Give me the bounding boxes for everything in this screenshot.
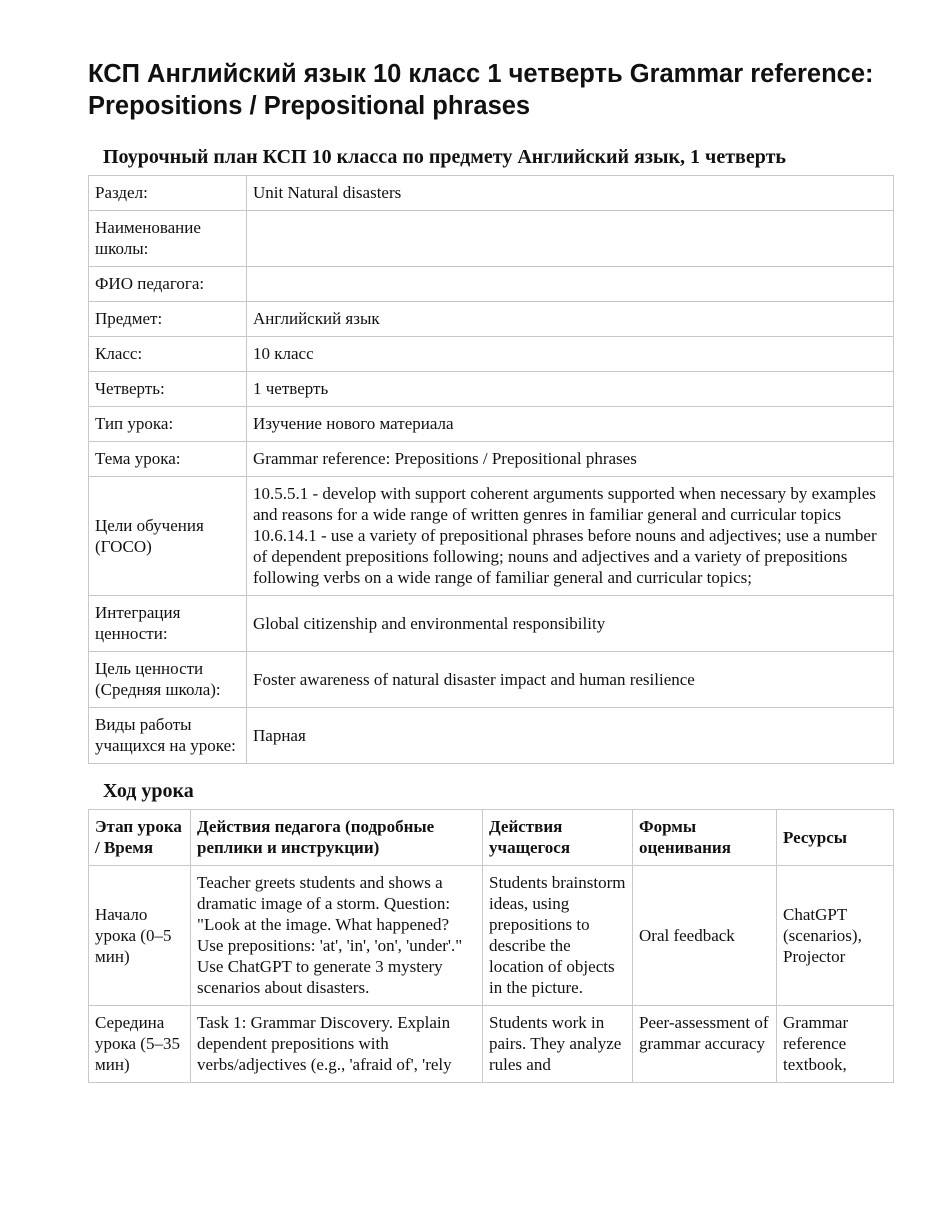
info-value: Английский язык <box>247 302 894 337</box>
info-row-subject <box>89 302 894 337</box>
info-label: Четверть: <box>89 372 247 407</box>
info-label: Предмет: <box>89 302 247 337</box>
info-row-teacher <box>89 267 894 302</box>
cell-teacher-actions: Teacher greets students and shows a dramatic image of a storm. Question: "Look at the image. What happened? Use prepositions: 'at', 'in', 'on', 'under'." Use ChatGPT to generate 3 mystery scenarios about disasters. <box>191 866 483 1006</box>
lesson-row-start <box>89 866 894 1006</box>
info-value: Global citizenship and environmental responsibility <box>247 596 894 652</box>
info-value: Парная <box>247 708 894 764</box>
info-row-values-goal <box>89 652 894 708</box>
info-row-values-integration <box>89 596 894 652</box>
cell-teacher-actions: Task 1: Grammar Discovery. Explain dependent prepositions with verbs/adjectives (e.g., 'afraid of', 'rely <box>191 1006 483 1083</box>
info-label: Раздел: <box>89 176 247 211</box>
header-resources: Ресурсы <box>777 810 894 866</box>
info-label: Тип урока: <box>89 407 247 442</box>
info-label: Наименование школы: <box>89 211 247 267</box>
header-teacher-actions: Действия педагога (подробные реплики и инструкции) <box>191 810 483 866</box>
lesson-row-middle <box>89 1006 894 1083</box>
info-value: Изучение нового материала <box>247 407 894 442</box>
info-value <box>247 267 894 302</box>
info-value: 10.5.5.1 - develop with support coherent arguments supported when necessary by examples and reasons for a wide range of written genres in familiar general and curricular topics 10.6.14.1 - use a variety of prepositional phrases before nouns and adjectives; use a number of dependent prepositions following; nouns and adjectives and a variety of prepositions following verbs on a wide range of familiar general and curricular topics; <box>247 477 894 596</box>
header-assessment: Формы оценивания <box>633 810 777 866</box>
info-value: Unit Natural disasters <box>247 176 894 211</box>
info-row-quarter <box>89 372 894 407</box>
cell-stage: Начало урока (0–5 мин) <box>89 866 191 1006</box>
info-row-lesson-type <box>89 407 894 442</box>
lesson-progress-table <box>88 809 894 1083</box>
info-value: 1 четверть <box>247 372 894 407</box>
header-stage: Этап урока / Время <box>89 810 191 866</box>
cell-assessment: Peer-assessment of grammar accuracy <box>633 1006 777 1083</box>
info-label: Виды работы учащихся на уроке: <box>89 708 247 764</box>
info-row-objectives <box>89 477 894 596</box>
info-row-school <box>89 211 894 267</box>
document-title: КСП Английский язык 10 класс 1 четверть Grammar reference: Prepositions / Prepositional phrases <box>88 60 874 120</box>
cell-student-actions: Students work in pairs. They analyze rules and <box>483 1006 633 1083</box>
info-value: Foster awareness of natural disaster impact and human resilience <box>247 652 894 708</box>
info-row-grade <box>89 337 894 372</box>
info-row-work-types <box>89 708 894 764</box>
cell-resources: ChatGPT (scenarios), Projector <box>777 866 894 1006</box>
info-label: Тема урока: <box>89 442 247 477</box>
cell-stage: Середина урока (5–35 мин) <box>89 1006 191 1083</box>
plan-heading: Поурочный план КСП 10 класса по предмету Английский язык, 1 четверть <box>103 146 786 168</box>
info-label: ФИО педагога: <box>89 267 247 302</box>
cell-assessment: Oral feedback <box>633 866 777 1006</box>
info-value: Grammar reference: Prepositions / Prepositional phrases <box>247 442 894 477</box>
cell-student-actions: Students brainstorm ideas, using prepositions to describe the location of objects in the picture. <box>483 866 633 1006</box>
info-value <box>247 211 894 267</box>
lesson-heading: Ход урока <box>103 780 194 802</box>
header-student-actions: Действия учащегося <box>483 810 633 866</box>
info-value: 10 класс <box>247 337 894 372</box>
info-label: Цели обучения (ГОСО) <box>89 477 247 596</box>
lesson-header-row <box>89 810 894 866</box>
lesson-info-table <box>88 175 894 764</box>
info-label: Интеграция ценности: <box>89 596 247 652</box>
document-page <box>88 58 893 1083</box>
info-row-section <box>89 176 894 211</box>
info-row-topic <box>89 442 894 477</box>
info-label: Цель ценности (Средняя школа): <box>89 652 247 708</box>
cell-resources: Grammar reference textbook, <box>777 1006 894 1083</box>
info-label: Класс: <box>89 337 247 372</box>
